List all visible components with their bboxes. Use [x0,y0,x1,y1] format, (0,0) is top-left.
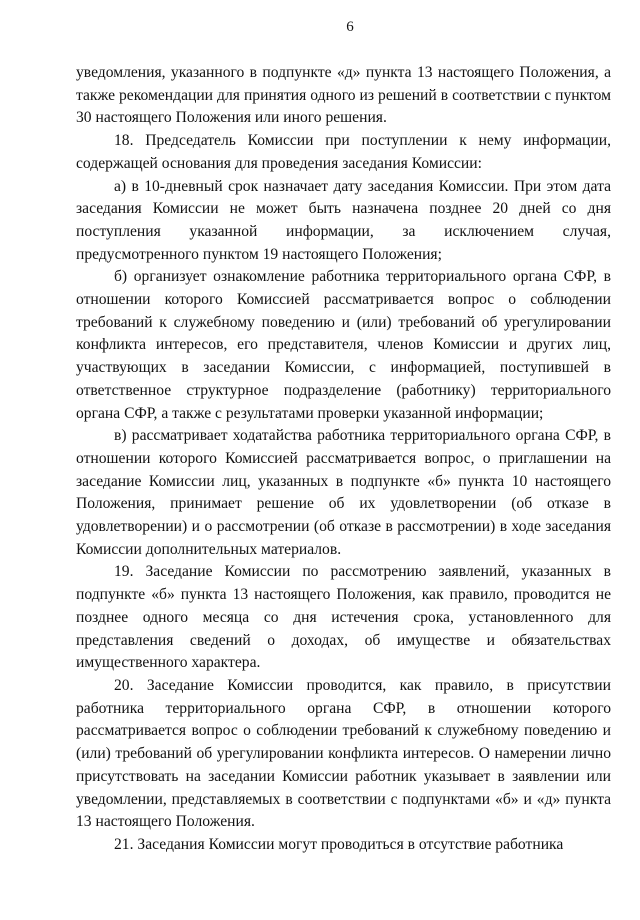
paragraph-item-19: 19. Заседание Комиссии по рассмотрению заявлений, указанных в подпункте «б» пункта 13 настоящего Положения, как правило, проводится не позднее одного месяца со дня истечения срока, установленного для представления сведений о доходах, об имуществе и обязательствах имущественного характера. [76,563,611,672]
paragraph-item-18: 18. Председатель Комиссии при поступлении к нему информации, содержащей основания для проведения заседания Комиссии: [76,132,611,172]
paragraph-subitem-b: б) организует ознакомление работника территориального органа СФР, в отношении которого Комиссией рассматривается вопрос о соблюдении требований к служебному поведению и (или) требований об урегулировании конфликта интересов, его представителя, членов Комиссии и других лиц, участвующих в заседании Комиссии, с информацией, поступившей в ответственное структурное подразделение (работнику) территориального органа СФР, а также с результатами проверки указанной информации; [76,268,611,422]
paragraph-item-20: 20. Заседание Комиссии проводится, как правило, в присутствии работника территориального органа СФР, в отношении которого рассматривается вопрос о соблюдении требований к служебному поведению и (или) требований об урегулировании конфликта интересов. О намерении лично присутствовать на заседании Комиссии работник указывает в заявлении или уведомлении, представляемых в соответствии с подпунктами «б» и «д» пункта 13 настоящего Положения. [76,676,611,831]
paragraph-item-21: 21. Заседания Комиссии могут проводиться в отсутствие работника [114,835,564,853]
paragraph-continuation: уведомления, указанного в подпункте «д» пункта 13 настоящего Положения, а также рекомендации для принятия одного из решений в соответствии с пунктом 30 настоящего Положения или иного решения. [76,64,611,127]
paragraph-subitem-a: а) в 10-дневный срок назначает дату заседания Комиссии. При этом дата заседания Комиссии не может быть назначена позднее 20 дней со дня поступления указанной информации, за исключением случая, предусмотренного пунктом 19 настоящего Положения; [76,177,611,263]
page-number: 6 [346,19,354,35]
paragraph-subitem-v: в) рассматривает ходатайства работника территориального органа СФР, в отношении которого Комиссией рассматривается вопрос, о приглашении на заседание Комиссии лиц, указанных в подпункте «б» пункта 10 настоящего Положения, принимает решение об их удовлетворении (об отказе в удовлетворении) и о рассмотрении (об отказе в рассмотрении) в ходе заседания Комиссии дополнительных материалов. [76,427,611,558]
document-body [76,62,611,857]
